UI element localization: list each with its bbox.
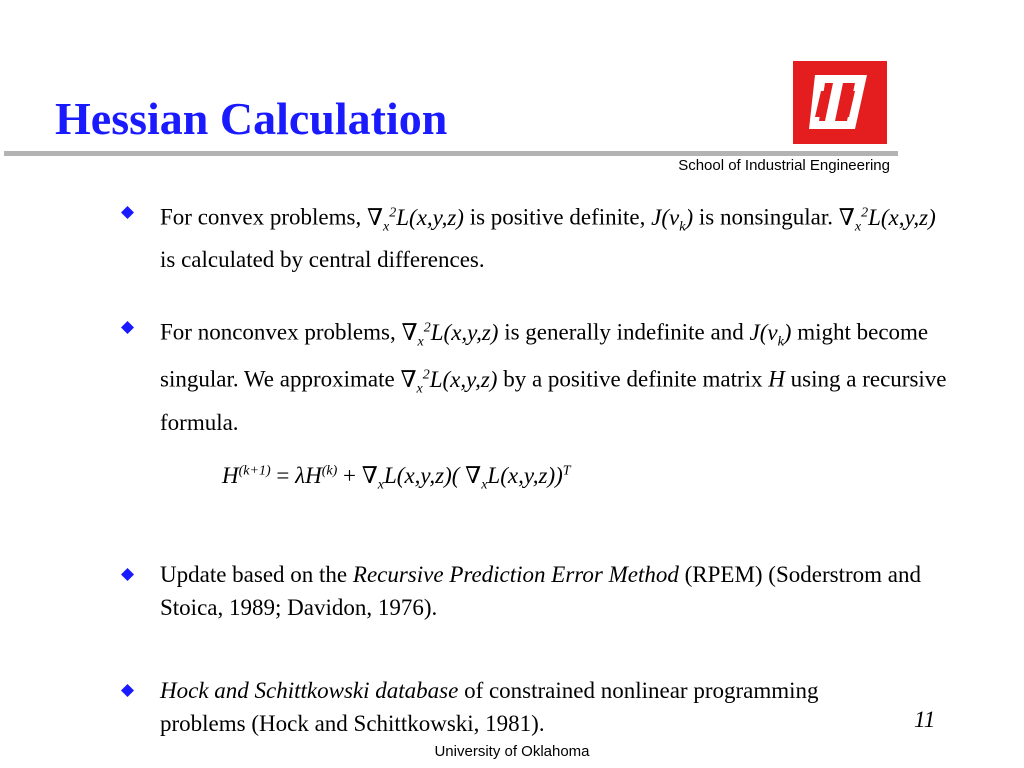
ou-logo-icon — [793, 61, 887, 144]
diamond-icon — [121, 684, 134, 697]
bullet-convex: For convex problems, $\nabla_x^2L(x,y,z)$ is positive definite, $J(v_k)$ is nonsingular. $\nabla_x^2L(x,y,z)$ is calculated by central differences. — [160, 204, 936, 273]
diamond-icon — [121, 206, 134, 219]
school-name: School of Industrial Engineering — [678, 157, 890, 174]
diamond-icon — [121, 568, 134, 581]
bullet-database: Hock and Schittkowski database of constrained nonlinear programming problems (Hock and Schittkowski, 1981). — [160, 678, 819, 736]
slide-title: Hessian Calculation — [55, 93, 448, 144]
footer-university: University of Oklahoma — [434, 743, 590, 760]
diamond-icon — [121, 321, 134, 334]
bullet-nonconvex: For nonconvex problems, $\nabla_x^2L(x,y,z)$ is generally indefinite and $J(v_k)$ might become singular. We approximate $\nabla_x^2L(x,y,z)$ by a positive definite matrix H using a recursive formula. — [160, 319, 947, 435]
hessian-update-equation: $H^{(k+1)} = \lambda H^{(k)} + \nabla_xL(x,y,z)$( $\nabla_xL(x,y,z))^T$ — [222, 463, 571, 493]
bullet-rpem: Update based on the Recursive Prediction Error Method (RPEM) (Soderstrom and Stoica, 1989; Davidon, 1976). — [160, 562, 921, 620]
page-number: 11 — [914, 707, 936, 732]
title-divider — [4, 151, 898, 156]
